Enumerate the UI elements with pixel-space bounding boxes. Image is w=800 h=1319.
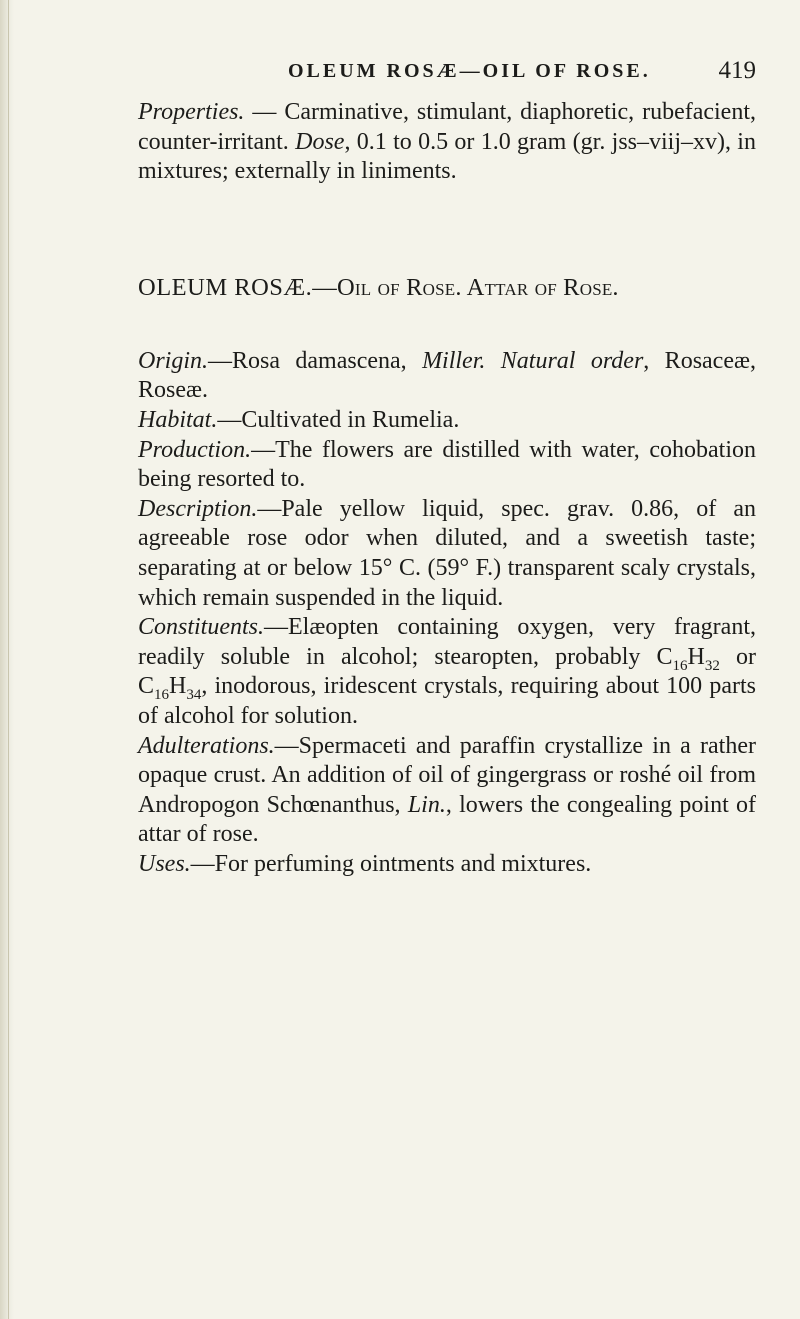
constituents-text: —Elæopten containing oxygen, very fragrant, readily soluble in alcohol; stearopten, probably C — [138, 614, 756, 670]
description-paragraph — [138, 495, 756, 613]
constituents-tail-text: , inodorous, iridescent crystals, requiring about 100 parts of alcohol for solution. — [138, 673, 756, 729]
constituents-paragraph — [138, 613, 756, 731]
page-number: 419 — [718, 57, 756, 84]
adulterations-label: Adulterations. — [138, 732, 275, 759]
natural-order-text: , Rosaceæ, Roseæ. — [138, 347, 756, 404]
section-heading — [138, 273, 756, 303]
adulterations-tail-text: , lowers the congealing point of attar of rose. — [138, 791, 756, 848]
habitat-text: —Cultivated in Rumelia. — [217, 406, 460, 433]
formula-text: H — [687, 643, 705, 670]
linnaeus-abbrev: Lin. — [407, 791, 446, 818]
formula-text: H — [169, 673, 187, 700]
formula-subscript: 16 — [672, 657, 688, 674]
properties-text: Carminative, stimulant, diaphoretic, rubefacient, counter-irritant. — [138, 99, 757, 155]
formula-subscript: 16 — [154, 687, 170, 704]
origin-text: —Rosa damascena, — [208, 347, 423, 374]
uses-label: Uses. — [138, 850, 191, 877]
heading-english-name: —Oil of Rose. Attar of Rose. — [312, 273, 619, 301]
properties-label: Properties. — [138, 99, 245, 125]
formula-subscript: 34 — [186, 687, 202, 704]
uses-paragraph — [138, 850, 756, 880]
properties-separator: — — [244, 99, 285, 125]
properties-paragraph — [138, 98, 756, 187]
production-paragraph — [138, 436, 756, 495]
production-text: —The flowers are distilled with water, cohobation being resorted to. — [138, 436, 756, 493]
description-text: —Pale yellow liquid, spec. grav. 0.86, of an agreeable rose odor when diluted, and a sweetish taste; separating at or below 15° C. (59° F.) transparent scaly crystals, which remain suspended in the liquid. — [138, 495, 756, 611]
origin-paragraph — [138, 347, 756, 406]
running-title: OLEUM ROSÆ—OIL OF ROSE. — [288, 60, 651, 82]
formula-subscript: 32 — [704, 657, 720, 674]
book-page — [138, 57, 757, 879]
uses-text: —For perfuming ointments and mixtures. — [190, 850, 592, 877]
origin-author: Miller. — [422, 347, 486, 374]
description-label: Description. — [138, 495, 258, 522]
habitat-paragraph — [138, 406, 756, 436]
natural-order-label: Natural order — [500, 347, 644, 374]
origin-space — [485, 348, 500, 374]
adulterations-paragraph — [138, 732, 756, 850]
binding-edge — [8, 0, 9, 1319]
page-gutter — [0, 0, 14, 1319]
dose-label: Dose — [295, 128, 345, 155]
dose-text: , 0.1 to 0.5 or 1.0 gram (gr. jss–viij–xv), in mixtures; externally in liniments. — [138, 128, 756, 185]
adulterations-text: —Spermaceti and paraffin crystallize in a rather opaque crust. An addition of oil of gingergrass or roshé oil from Andropogon Schœnanthus, — [138, 732, 756, 818]
heading-latin-name: OLEUM ROSÆ. — [138, 273, 313, 301]
constituents-label: Constituents. — [138, 614, 265, 641]
production-label: Production. — [138, 436, 252, 463]
origin-label: Origin. — [138, 347, 209, 374]
running-head — [138, 57, 756, 98]
formula-text: or C — [138, 643, 756, 700]
habitat-label: Habitat. — [138, 406, 218, 433]
